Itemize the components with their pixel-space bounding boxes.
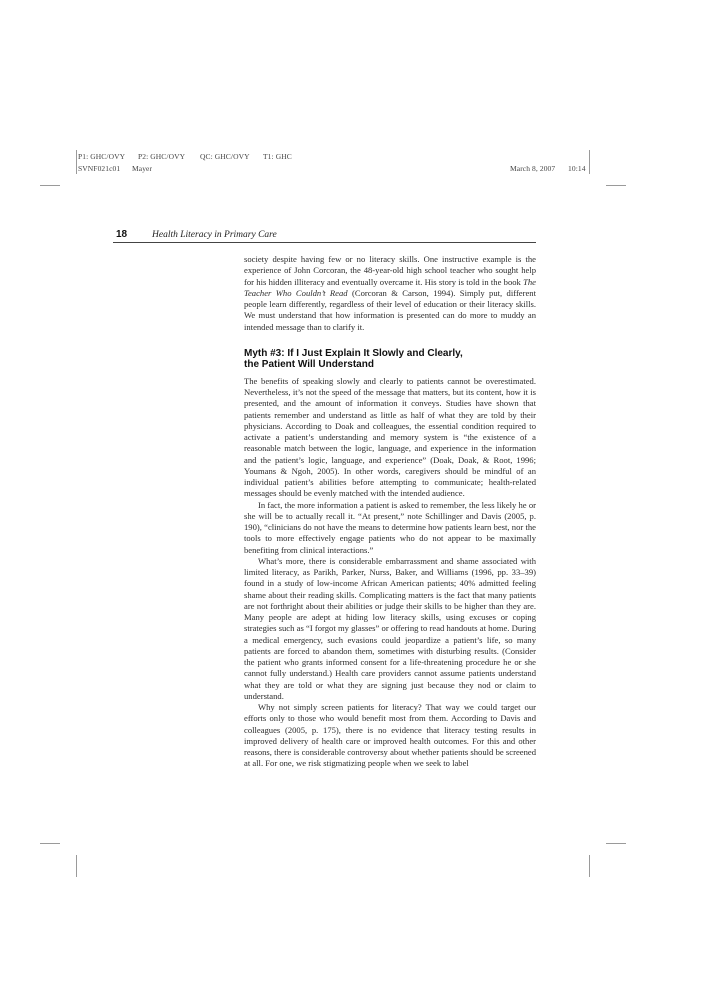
heading-line-2: the Patient Will Understand (244, 359, 374, 371)
section-heading-myth-3 (244, 348, 536, 371)
page-number: 18 (116, 229, 128, 240)
crop-mark-bottom-left-horizontal (40, 843, 60, 844)
crop-mark-bottom-right-horizontal (606, 843, 626, 844)
slug-file: SVNF021c01 (78, 164, 121, 173)
slug-p2: P2: GHC/OVY (138, 152, 186, 161)
paragraph-4: Why not simply screen patients for literacy? That way we could target our efforts only to those who would benefit most from them. According to Davis and colleagues (2005, p. 175), there is no evidence that literacy testing results in improved delivery of health care or improved health outcomes. For this and other reasons, there is considerable controversy about whether patients should be screened at all. For one, we risk stigmatizing people when we seek to label (244, 702, 536, 769)
running-head-rule (113, 242, 536, 243)
crop-mark-top-left-vertical (76, 150, 77, 174)
body-text-column (244, 254, 536, 770)
crop-mark-bottom-right-vertical (589, 855, 590, 877)
crop-mark-top-right-vertical (589, 150, 590, 174)
slug-time: 10:14 (568, 164, 586, 173)
paragraph-3: What’s more, there is considerable embarrassment and shame associated with limited literacy, as Parikh, Parker, Nurss, Baker, and Williams (1996, pp. 33–39) found in a study of low-income African American patients; 40% admitted feeling shame about their reading skills. Complicating matters is the fact that many patients are not forthright about their abilities or judge their skills to be higher than they are. Many people are adept at hiding low literacy skills, using excuses or coping strategies such as “I forgot my glasses” or offering to read handouts at home. During a medical emergency, such evasions could jeopardize a patient’s life, so many patients are forced to abandon them, sometimes with disturbing results. (Consider the patient who grants informed consent for a life-threatening procedure he or she cannot fully understand.) Health care providers cannot assume patients understand what they are told or what they are signing just because they nod or claim to understand. (244, 555, 536, 701)
slug-date: March 8, 2007 (510, 164, 556, 173)
slug-p1: P1: GHC/OVY (78, 152, 126, 161)
slug-qc: QC: GHC/OVY (200, 152, 250, 161)
intro-paragraph (244, 254, 536, 333)
intro-text-after: (Corcoran & Carson, 1994). Simply put, different people learn differently, regardless of their level of education or their literacy skills. We must understand that how information is presented can do more to muddy an intended message than to clarify it. (244, 287, 536, 332)
paragraph-2: In fact, the more information a patient is asked to remember, the less likely he or she will be to actually recall it. “At present,” note Schillinger and Davis (2005, p. 190), “clinicians do not have the means to determine how patients learn best, nor the tools to more effectively engage patients who do not appear to be maximally benefiting from clinical interactions.” (244, 499, 536, 555)
paragraph-1: The benefits of speaking slowly and clearly to patients cannot be overestimated. Nevertheless, it’s not the speed of the message that matters, but its content, how it is presented, and the amount of information it conveys. Studies have shown that patients remember and understand as little as half of what they are told by their physicians. According to Doak and colleagues, the essential condition required to activate a patient’s understanding and memory system is “the existence of a reasonable match between the logic, language, and experience in the information and the patient’s logic, language, and experience” (Doak, Doak, & Root, 1996; Youmans & Ngoh, 2005). In other words, caregivers should be mindful of an individual patient’s abilities before attempting to communicate; health-related messages should be evenly matched with the intended audience. (244, 375, 536, 499)
crop-mark-top-right-horizontal (606, 185, 626, 186)
book-title: The Teacher Who Couldn’t Read (244, 276, 536, 298)
running-head-title: Health Literacy in Primary Care (152, 230, 277, 240)
heading-line-1: Myth #3: If I Just Explain It Slowly and Clearly, (244, 347, 463, 359)
slug-author: Mayer (132, 164, 153, 173)
crop-mark-top-left-horizontal (40, 185, 60, 186)
intro-text-before: society despite having few or no literacy skills. One instructive example is the experience of John Corcoran, the 48-year-old high school teacher who sought help for his hidden illiteracy and eventually overcame it. His story is told in the book (244, 254, 536, 287)
crop-mark-bottom-left-vertical (76, 855, 77, 877)
slug-t1: T1: GHC (263, 152, 292, 161)
